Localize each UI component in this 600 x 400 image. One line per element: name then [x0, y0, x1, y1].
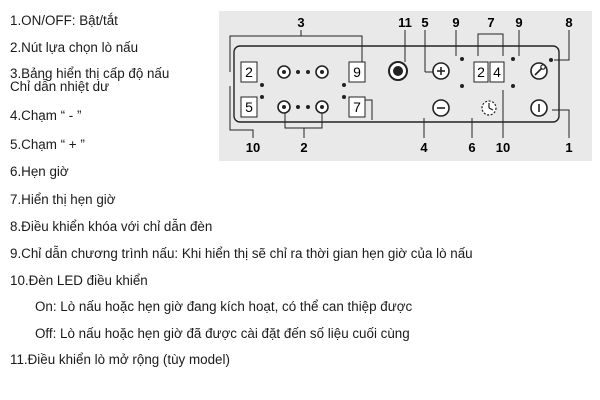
callout-5: 5: [421, 15, 429, 30]
legend-item-10-off: Off: Lò nấu hoặc hẹn giờ đã được cài đặt đến số liệu cuối cùng: [35, 326, 410, 341]
svg-text:7: 7: [353, 99, 361, 115]
callout-7: 7: [487, 15, 495, 30]
callout-8: 8: [565, 15, 573, 30]
zone-select-icon[interactable]: [278, 101, 290, 113]
callout-9b: 9: [515, 15, 523, 30]
legend-item-8: 8.Điều khiển khóa với chỉ dẫn đèn: [10, 219, 213, 234]
legend-item-4: 4.Chạm “ - ”: [10, 108, 82, 123]
zone-display-top-right: [349, 62, 365, 82]
legend-item-3b: Chỉ dẫn nhiệt dư: [10, 79, 110, 94]
svg-text:4: 4: [493, 64, 501, 80]
legend-item-1: 1.ON/OFF: Bật/tắt: [10, 13, 118, 28]
svg-text:5: 5: [245, 99, 253, 115]
legend-item-3: 3.Bảng hiển thị cấp độ nấu: [10, 66, 170, 81]
callout-4: 4: [420, 140, 428, 155]
timer-icon[interactable]: [482, 101, 496, 115]
legend-item-10-on: On: Lò nấu hoặc hẹn giờ đang kích hoạt, có thể can thiệp được: [35, 299, 413, 314]
callout-3: 3: [297, 15, 305, 30]
zone-select-icon[interactable]: [278, 66, 290, 78]
legend-item-7: 7.Hiển thị hẹn giờ: [10, 192, 116, 207]
callout-10a: 10: [245, 140, 261, 155]
callout-2: 2: [300, 140, 308, 155]
plus-icon[interactable]: [433, 63, 449, 79]
callout-9a: 9: [452, 15, 460, 30]
svg-text:9: 9: [353, 64, 361, 80]
minus-icon[interactable]: [433, 100, 449, 116]
callout-10b: 10: [495, 140, 511, 155]
callout-1: 1: [565, 140, 573, 155]
svg-text:2: 2: [245, 64, 253, 80]
legend-item-2: 2.Nút lựa chọn lò nấu: [10, 40, 139, 55]
zone-display-bottom-left: [241, 97, 257, 117]
extended-zone-icon[interactable]: [389, 62, 407, 80]
legend-item-11: 11.Điều khiển lò mở rộng (tùy model): [10, 352, 230, 367]
zone-select-icon[interactable]: [316, 66, 328, 78]
legend-item-5: 5.Chạm “ + ”: [10, 137, 85, 152]
svg-text:2: 2: [477, 64, 485, 80]
legend-item-9: 9.Chỉ dẫn chương trình nấu: Khi hiển thị sẽ chỉ ra thời gian hẹn giờ của lò nấu: [10, 246, 473, 261]
legend-item-10: 10.Đèn LED điều khiển: [10, 273, 148, 288]
legend-item-6: 6.Hẹn giờ: [10, 164, 69, 179]
power-icon[interactable]: [531, 100, 547, 116]
zone-select-icon[interactable]: [316, 101, 328, 113]
callout-6: 6: [468, 140, 476, 155]
callout-11: 11: [398, 15, 412, 30]
zone-display-top-left: [241, 62, 257, 82]
zone-display-bottom-right: [349, 97, 365, 117]
